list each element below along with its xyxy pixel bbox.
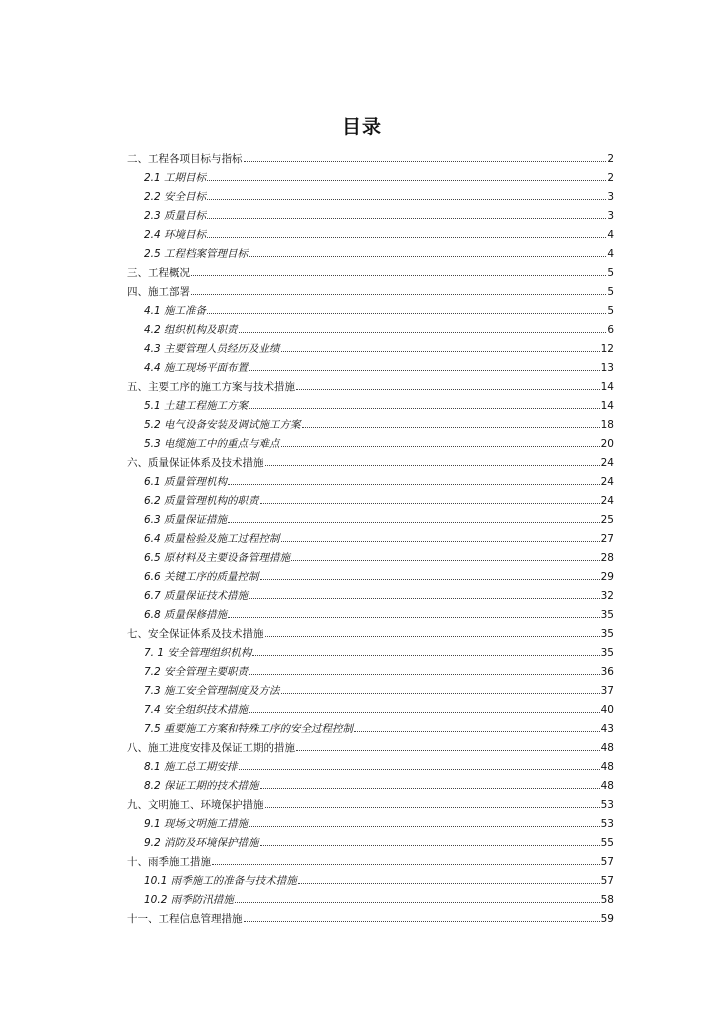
toc-leader-dots (260, 503, 600, 504)
toc-leader-dots (252, 655, 599, 656)
toc-entry[interactable] (127, 606, 614, 625)
toc-entry-label[interactable]: 9.1 现场文明施工措施 (144, 818, 249, 830)
toc-page-number: 24 (600, 495, 614, 507)
toc-page-number: 28 (600, 552, 614, 564)
toc-entry[interactable] (127, 910, 614, 929)
toc-leader-dots (249, 256, 606, 257)
toc-leader-dots (228, 522, 600, 523)
toc-leader-dots (296, 750, 600, 751)
toc-leader-dots (244, 921, 600, 922)
toc-entry-label[interactable]: 7.4 安全组织技术措施 (144, 704, 249, 716)
toc-leader-dots (291, 560, 600, 561)
toc-leader-dots (191, 294, 606, 295)
toc-leader-dots (249, 712, 600, 713)
toc-page-number: 14 (600, 381, 614, 393)
toc-leader-dots (228, 617, 600, 618)
toc-leader-dots (260, 788, 600, 789)
toc-leader-dots (239, 332, 607, 333)
toc-leader-dots (281, 351, 600, 352)
toc-entry[interactable] (127, 891, 614, 910)
toc-entry[interactable] (127, 701, 614, 720)
toc-entry[interactable] (127, 378, 614, 397)
toc-leader-dots (260, 579, 600, 580)
toc-entry[interactable] (127, 815, 614, 834)
toc-leader-dots (207, 180, 606, 181)
toc-entry-label[interactable]: 6.6 关键工序的质量控制 (144, 571, 259, 583)
toc-entry-label[interactable]: 十、雨季施工措施 (127, 856, 211, 868)
toc-entry-label[interactable]: 6.4 质量检验及施工过程控制 (144, 533, 280, 545)
toc-entry-label[interactable]: 五、主要工序的施工方案与技术措施 (127, 381, 295, 393)
toc-entry[interactable] (127, 359, 614, 378)
toc-entry[interactable] (127, 302, 614, 321)
toc-page-number: 4 (607, 229, 614, 241)
toc-leader-dots (207, 218, 606, 219)
toc-entry[interactable] (127, 530, 614, 549)
toc-title: 目录 (341, 116, 382, 138)
toc-page-number: 5 (607, 305, 614, 317)
toc-page-number: 24 (600, 457, 614, 469)
toc-page-number: 55 (600, 837, 614, 849)
toc-entry[interactable] (127, 188, 614, 207)
toc-leader-dots (207, 313, 606, 314)
toc-entry[interactable] (127, 511, 614, 530)
toc-entry[interactable] (127, 207, 614, 226)
toc-entry[interactable] (127, 682, 614, 701)
toc-entry-label[interactable]: 8.1 施工总工期安排 (144, 761, 238, 773)
toc-entry[interactable] (127, 739, 614, 758)
toc-leader-dots (249, 674, 600, 675)
toc-entry[interactable] (127, 321, 614, 340)
toc-entry-label[interactable]: 2.5 工程档案管理目标 (144, 248, 249, 260)
toc-entry[interactable] (127, 435, 614, 454)
toc-leader-dots (207, 199, 606, 200)
toc-entry[interactable] (127, 454, 614, 473)
toc-entry[interactable] (127, 473, 614, 492)
toc-entry-label[interactable]: 2.3 质量目标 (144, 210, 207, 222)
toc-page-number: 35 (600, 628, 614, 640)
toc-page-number: 3 (607, 191, 614, 203)
toc-page-number: 59 (600, 913, 614, 925)
toc-entry[interactable] (127, 663, 614, 682)
toc-entry[interactable] (127, 587, 614, 606)
toc-page-number: 48 (600, 761, 614, 773)
toc-page-number: 48 (600, 780, 614, 792)
toc-page-number: 57 (600, 875, 614, 887)
toc-page-number: 53 (600, 799, 614, 811)
toc-leader-dots (265, 465, 600, 466)
toc-page-number: 24 (600, 476, 614, 488)
toc-page-number: 5 (607, 267, 614, 279)
toc-entry-label[interactable]: 二、工程各项目标与指标 (127, 153, 243, 165)
toc-entry-label[interactable]: 2.1 工期目标 (144, 172, 207, 184)
toc-entry-label[interactable]: 7.5 重要施工方案和特殊工序的安全过程控制 (144, 723, 354, 735)
toc-leader-dots (302, 427, 600, 428)
toc-entry-label[interactable]: 九、文明施工、环境保护措施 (127, 799, 264, 811)
toc-entry-label[interactable]: 六、质量保证体系及技术措施 (127, 457, 264, 469)
toc-page-number: 18 (600, 419, 614, 431)
toc-entry[interactable] (127, 245, 614, 264)
toc-entry-label[interactable]: 9.2 消防及环境保护措施 (144, 837, 259, 849)
toc-entry[interactable] (127, 625, 614, 644)
toc-page-number: 20 (600, 438, 614, 450)
toc-page-number: 14 (600, 400, 614, 412)
toc-entry[interactable] (127, 283, 614, 302)
toc-leader-dots (281, 446, 600, 447)
toc-entry[interactable] (127, 264, 614, 283)
toc-leader-dots (281, 541, 600, 542)
toc-entry[interactable] (127, 340, 614, 359)
toc-page-number: 6 (607, 324, 614, 336)
toc-page-number: 2 (607, 172, 614, 184)
toc-page-number: 29 (600, 571, 614, 583)
toc-leader-dots (228, 484, 600, 485)
toc-entry[interactable] (127, 397, 614, 416)
toc-entry-label[interactable]: 七、安全保证体系及技术措施 (127, 628, 264, 640)
toc-leader-dots (260, 845, 600, 846)
toc-page-number: 40 (600, 704, 614, 716)
toc-leader-dots (265, 636, 600, 637)
toc-entry-label[interactable]: 6.2 质量管理机构的职责 (144, 495, 259, 507)
toc-entry-label[interactable]: 10.2 雨季防汛措施 (144, 894, 234, 906)
toc-entry-label[interactable]: 2.2 安全目标 (144, 191, 207, 203)
toc-entry-label[interactable]: 4.4 施工现场平面布置 (144, 362, 249, 374)
toc-entry[interactable] (127, 169, 614, 188)
toc-page-number: 25 (600, 514, 614, 526)
toc-page-number: 37 (600, 685, 614, 697)
toc-entry-label[interactable]: 6.8 质量保修措施 (144, 609, 228, 621)
toc-page-number: 4 (607, 248, 614, 260)
toc-entry[interactable] (127, 853, 614, 872)
toc-entry-label[interactable]: 十一、工程信息管理措施 (127, 913, 243, 925)
toc-entry-label[interactable]: 10.1 雨季施工的准备与技术措施 (144, 875, 297, 887)
toc-page-number: 48 (600, 742, 614, 754)
toc-entry[interactable] (127, 777, 614, 796)
toc-entry[interactable] (127, 872, 614, 891)
toc-leader-dots (281, 693, 600, 694)
toc-list (127, 150, 614, 929)
toc-page-number: 53 (600, 818, 614, 830)
toc-page-number: 5 (607, 286, 614, 298)
toc-entry[interactable] (127, 226, 614, 245)
toc-page-number: 32 (600, 590, 614, 602)
toc-entry-label[interactable]: 2.4 环境目标 (144, 229, 207, 241)
toc-entry-label[interactable]: 四、施工部署 (127, 286, 190, 298)
toc-entry-label[interactable]: 4.3 主要管理人员经历及业绩 (144, 343, 280, 355)
toc-entry[interactable] (127, 834, 614, 853)
toc-page-number: 35 (600, 609, 614, 621)
toc-entry[interactable] (127, 568, 614, 587)
toc-entry-label[interactable]: 6.7 质量保证技术措施 (144, 590, 249, 602)
toc-leader-dots (235, 902, 600, 903)
toc-entry-label[interactable]: 7.3 施工安全管理制度及方法 (144, 685, 280, 697)
toc-leader-dots (244, 161, 607, 162)
toc-entry-label[interactable]: 6.5 原材料及主要设备管理措施 (144, 552, 291, 564)
toc-entry-label[interactable]: 三、工程概况 (127, 267, 190, 279)
toc-leader-dots (354, 731, 600, 732)
toc-leader-dots (191, 275, 606, 276)
toc-entry-label[interactable]: 6.1 质量管理机构 (144, 476, 228, 488)
toc-leader-dots (296, 389, 600, 390)
toc-leader-dots (249, 598, 600, 599)
toc-entry-label[interactable]: 4.1 施工准备 (144, 305, 207, 317)
toc-page-number: 3 (607, 210, 614, 222)
toc-entry-label[interactable]: 6.3 质量保证措施 (144, 514, 228, 526)
toc-entry[interactable] (127, 150, 614, 169)
toc-leader-dots (249, 408, 600, 409)
toc-entry[interactable] (127, 492, 614, 511)
toc-entry[interactable] (127, 758, 614, 777)
toc-entry-label[interactable]: 7.2 安全管理主要职责 (144, 666, 249, 678)
toc-entry[interactable] (127, 720, 614, 739)
toc-entry[interactable] (127, 644, 614, 663)
toc-entry-label[interactable]: 5.3 电缆施工中的重点与难点 (144, 438, 280, 450)
toc-page-number: 27 (600, 533, 614, 545)
toc-entry-label[interactable]: 7. 1 安全管理组织机构 (144, 647, 252, 659)
toc-leader-dots (249, 370, 600, 371)
toc-entry[interactable] (127, 416, 614, 435)
toc-leader-dots (212, 864, 600, 865)
toc-entry[interactable] (127, 549, 614, 568)
toc-entry-label[interactable]: 5.1 土建工程施工方案 (144, 400, 249, 412)
toc-leader-dots (265, 807, 600, 808)
toc-leader-dots (249, 826, 600, 827)
toc-page-number: 12 (600, 343, 614, 355)
toc-entry-label[interactable]: 八、施工进度安排及保证工期的措施 (127, 742, 295, 754)
toc-leader-dots (207, 237, 606, 238)
toc-leader-dots (298, 883, 600, 884)
toc-entry-label[interactable]: 8.2 保证工期的技术措施 (144, 780, 259, 792)
toc-page-number: 13 (600, 362, 614, 374)
toc-entry[interactable] (127, 796, 614, 815)
toc-page-number: 57 (600, 856, 614, 868)
toc-page-number: 2 (607, 153, 614, 165)
toc-page-number: 36 (600, 666, 614, 678)
toc-page-number: 35 (600, 647, 614, 659)
toc-page-number: 43 (600, 723, 614, 735)
toc-page-number: 58 (600, 894, 614, 906)
toc-leader-dots (239, 769, 600, 770)
toc-entry-label[interactable]: 5.2 电气设备安装及调试施工方案 (144, 419, 301, 431)
toc-entry-label[interactable]: 4.2 组织机构及职责 (144, 324, 238, 336)
